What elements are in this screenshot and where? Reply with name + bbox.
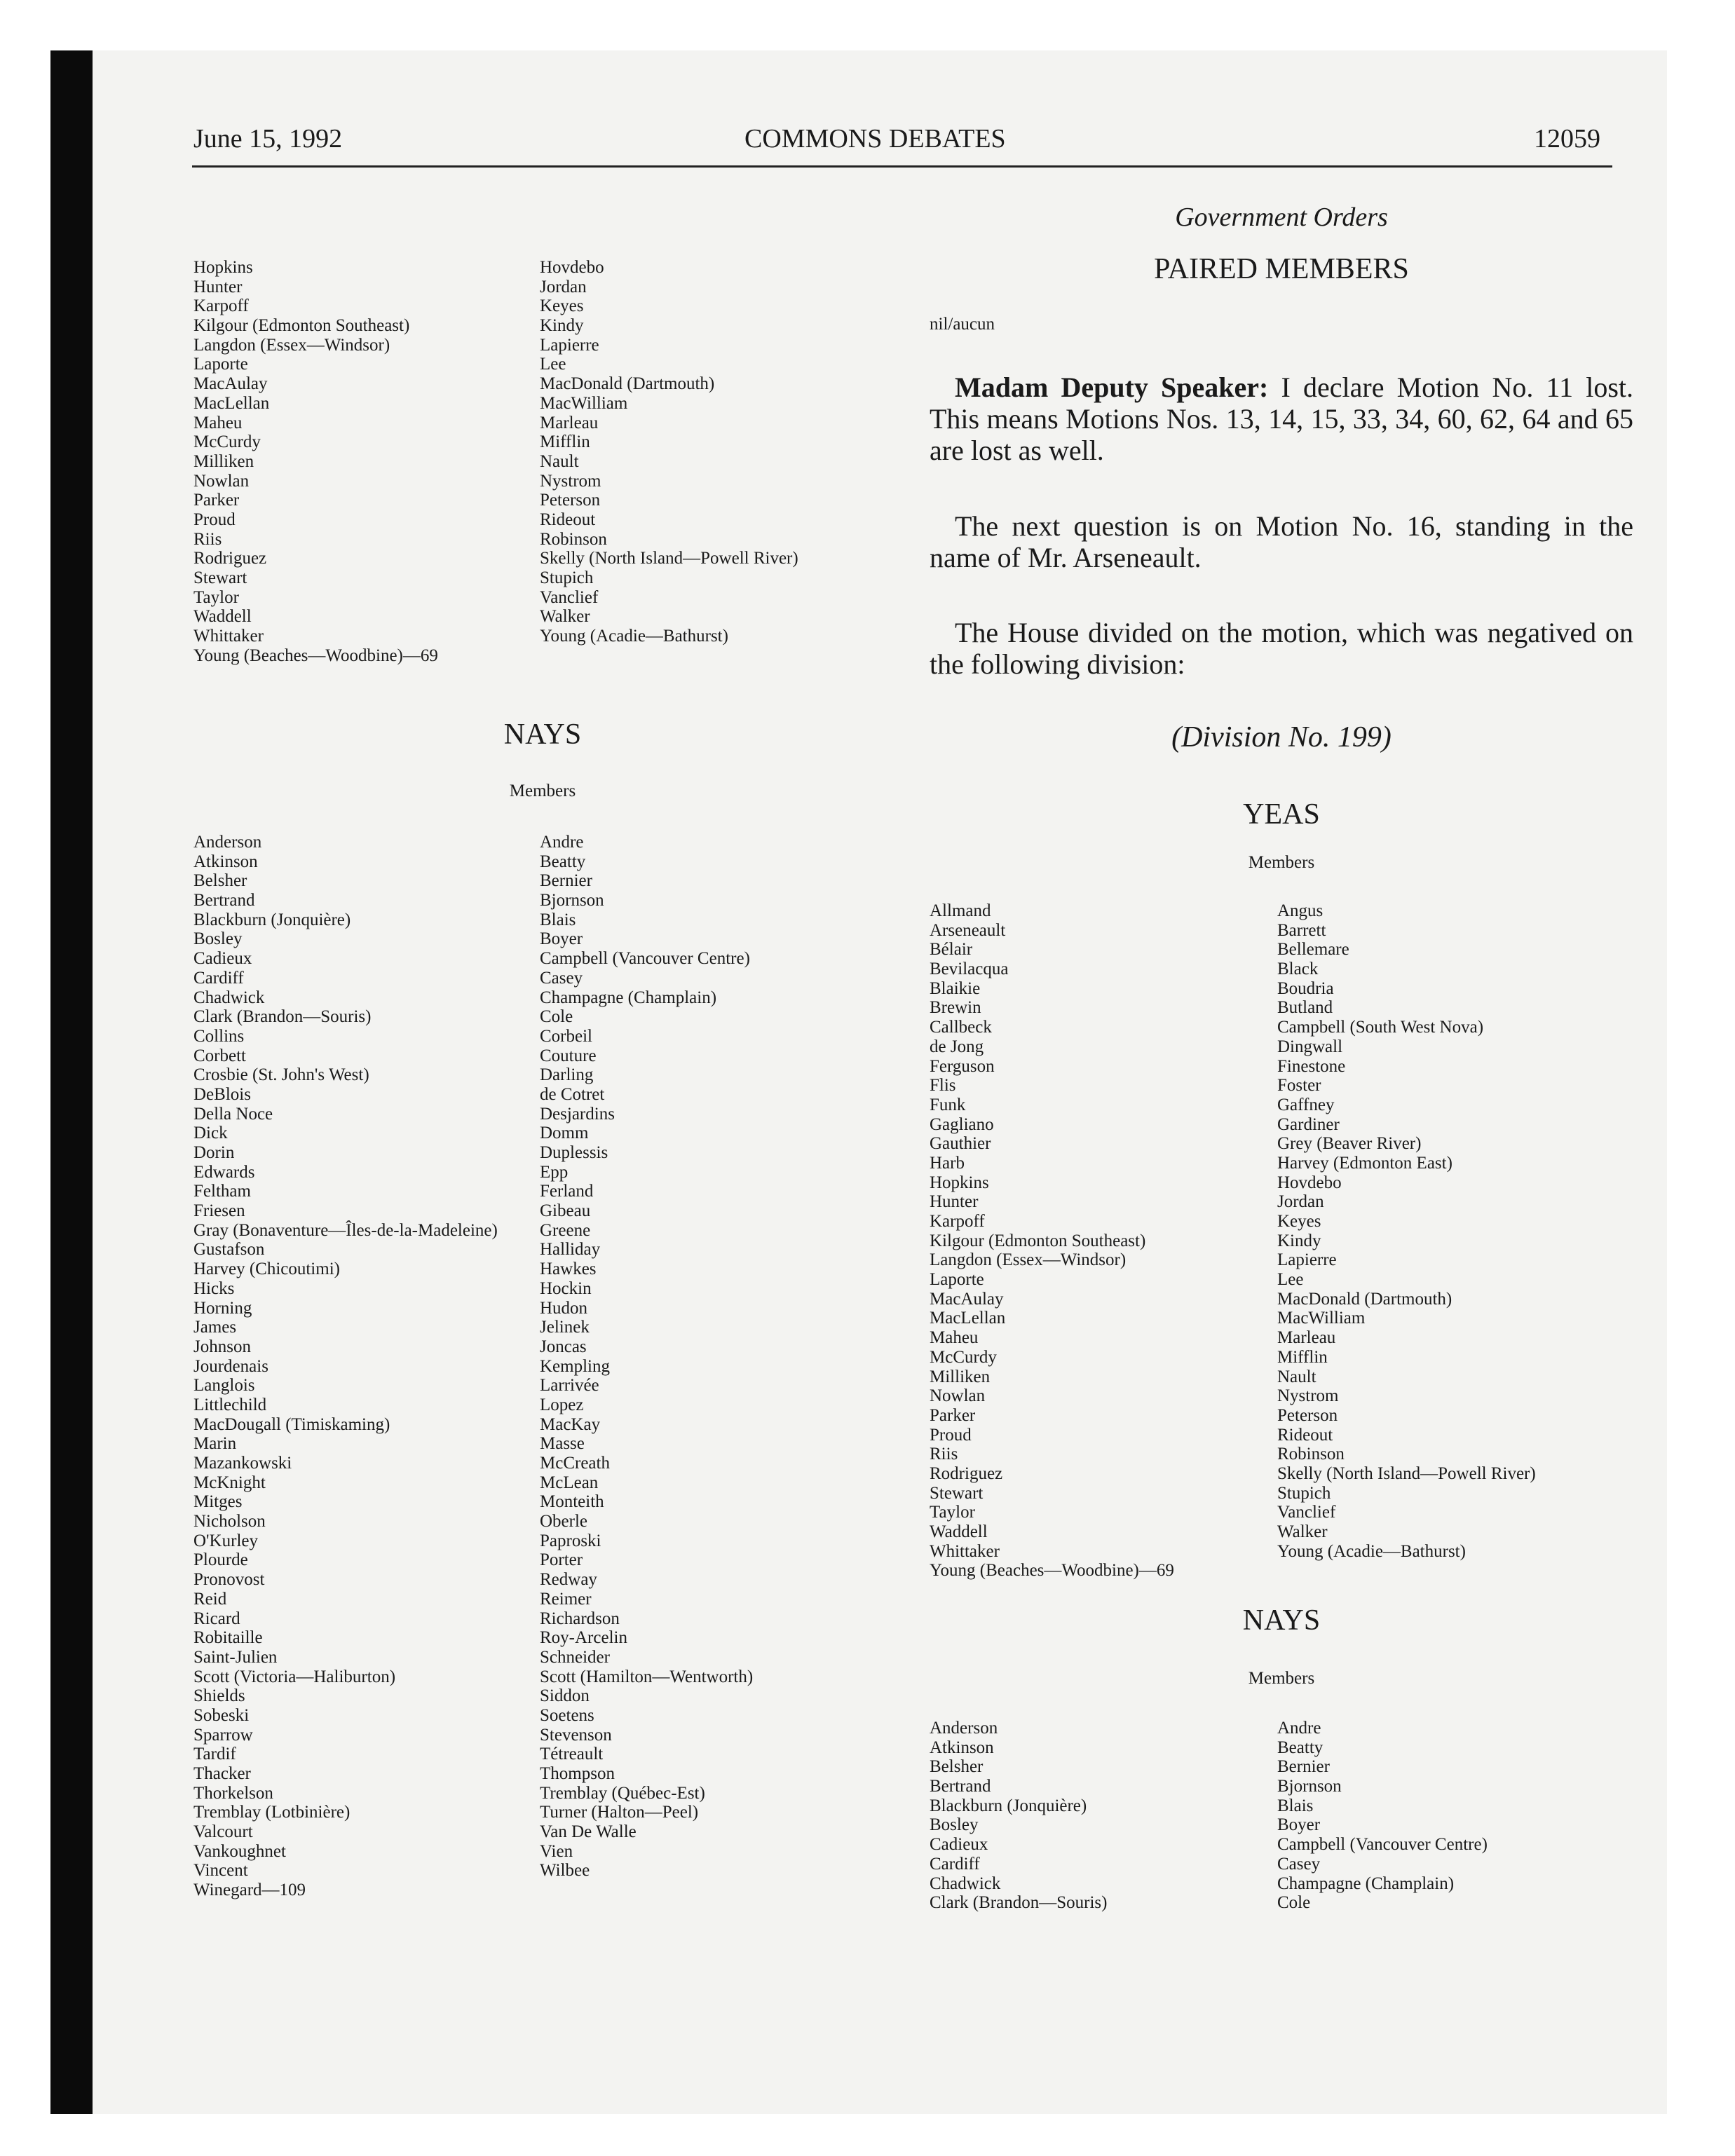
member-name: Whittaker <box>930 1541 1000 1561</box>
right-yeas-col2 <box>1277 901 1536 1561</box>
member-name: Nowlan <box>930 1386 986 1406</box>
member-name: Ricard <box>193 1609 240 1628</box>
member-name: Callbeck <box>930 1018 992 1037</box>
member-name: Tardif <box>193 1745 236 1764</box>
member-name: Duplessis <box>540 1143 608 1162</box>
member-name: Nault <box>540 451 579 471</box>
member-name: Cadieux <box>193 949 252 969</box>
member-name: Bosley <box>193 929 243 949</box>
member-name: MacAulay <box>930 1289 1004 1309</box>
member-name: Pronovost <box>193 1570 265 1590</box>
right-nays-col2 <box>1277 1719 1488 1913</box>
member-name: Epp <box>540 1162 569 1182</box>
member-name: Stupich <box>540 568 594 587</box>
member-name: Tremblay (Lotbinière) <box>193 1803 351 1822</box>
member-name: Rodriguez <box>930 1464 1003 1483</box>
member-name: Barrett <box>1277 920 1326 940</box>
member-name: Anderson <box>193 833 262 852</box>
member-name: Nowlan <box>193 471 250 491</box>
division-number: (Division No. 199) <box>1171 721 1392 753</box>
member-name: Dingwall <box>1277 1037 1343 1056</box>
member-name: Thompson <box>540 1764 615 1783</box>
member-name: Funk <box>930 1095 966 1114</box>
member-name: Bertrand <box>930 1777 991 1796</box>
member-name: Bélair <box>930 940 973 960</box>
member-name: Vien <box>540 1841 573 1861</box>
member-name: Gardiner <box>1277 1114 1340 1134</box>
member-name: Taylor <box>193 587 239 607</box>
member-name: Young (Acadie—Bathurst) <box>1277 1541 1466 1561</box>
member-name: Feltham <box>193 1182 251 1201</box>
paired-members-value: nil/aucun <box>930 315 995 334</box>
speaker-statement: I declare Motion No. 11 lost. This means Motions Nos. 13, 14, 15, 33, 34, 60, 62, 64 and 65 are lost as well. <box>930 371 1634 466</box>
member-name: Desjardins <box>540 1104 615 1124</box>
member-name: Vanclief <box>540 587 599 607</box>
member-name: Young (Beaches—Woodbine)—69 <box>930 1561 1174 1581</box>
header-page-number: 12059 <box>1534 124 1600 153</box>
member-name: Proud <box>930 1425 972 1445</box>
member-name: MacDougall (Timiskaming) <box>193 1414 390 1434</box>
member-name: Cardiff <box>930 1854 980 1874</box>
member-name: Johnson <box>193 1337 251 1356</box>
member-name: Bernier <box>540 871 592 891</box>
member-name: Soetens <box>540 1705 594 1725</box>
member-name: Bernier <box>1277 1757 1330 1777</box>
member-name: Blais <box>540 910 576 929</box>
member-name: Lapierre <box>1277 1250 1337 1270</box>
left-nays-col2 <box>540 833 753 1881</box>
member-name: Collins <box>193 1026 245 1046</box>
member-name: Mifflin <box>540 432 590 452</box>
member-name: Campbell (Vancouver Centre) <box>540 949 750 969</box>
member-name: Robinson <box>1277 1445 1345 1464</box>
member-name: Cadieux <box>930 1835 988 1855</box>
member-name: Thorkelson <box>193 1783 273 1803</box>
member-name: Foster <box>1277 1076 1321 1096</box>
member-name: Arseneault <box>930 920 1006 940</box>
member-name: Atkinson <box>193 852 258 871</box>
member-name: Friesen <box>193 1201 245 1221</box>
member-name: Lopez <box>540 1395 584 1414</box>
division-paragraph: The House divided on the motion, which was negatived on the following division: <box>930 617 1633 680</box>
member-name: Kindy <box>1277 1231 1321 1250</box>
member-name: Peterson <box>1277 1405 1338 1425</box>
member-name: Robinson <box>540 529 607 549</box>
member-name: Edwards <box>193 1162 255 1182</box>
member-name: Richardson <box>540 1609 620 1628</box>
member-name: Darling <box>540 1065 594 1085</box>
paired-members-title: PAIRED MEMBERS <box>1154 253 1409 285</box>
member-name: Gagliano <box>930 1114 994 1134</box>
member-name: Gray (Bonaventure—Îles-de-la-Madeleine) <box>193 1220 498 1240</box>
member-name: de Cotret <box>540 1084 605 1104</box>
member-name: Clark (Brandon—Souris) <box>930 1893 1108 1913</box>
member-name: Hopkins <box>930 1173 989 1192</box>
member-name: Corbeil <box>540 1026 592 1046</box>
member-name: Stewart <box>193 568 247 587</box>
member-name: Sparrow <box>193 1725 253 1745</box>
member-name: Belsher <box>930 1757 984 1777</box>
member-name: Siddon <box>540 1686 590 1706</box>
member-name: Keyes <box>540 296 584 316</box>
member-name: Young (Acadie—Bathurst) <box>540 627 728 646</box>
member-name: Turner (Halton—Peel) <box>540 1803 699 1822</box>
member-name: Marin <box>193 1434 237 1454</box>
member-name: Tremblay (Québec-Est) <box>540 1783 705 1803</box>
member-name: MacKay <box>540 1414 601 1434</box>
member-name: Lapierre <box>540 335 599 355</box>
member-name: Laporte <box>193 355 248 374</box>
member-name: Blaikie <box>930 978 981 998</box>
member-name: Oberle <box>540 1512 588 1531</box>
member-name: Plourde <box>193 1550 248 1570</box>
member-name: Jourdenais <box>193 1356 268 1376</box>
right-nays-subtitle: Members <box>1248 1669 1315 1688</box>
member-name: Marleau <box>1277 1328 1336 1348</box>
section-heading: Government Orders <box>1175 203 1388 232</box>
member-name: Skelly (North Island—Powell River) <box>540 549 798 568</box>
speaker-paragraph <box>930 371 1633 466</box>
member-name: McCurdy <box>930 1347 997 1367</box>
member-name: Couture <box>540 1046 597 1065</box>
member-name: Reimer <box>540 1589 592 1609</box>
member-name: MacAulay <box>193 374 268 394</box>
member-name: Vanclief <box>1277 1503 1336 1522</box>
member-name: Redway <box>540 1570 597 1590</box>
member-name: Porter <box>540 1550 583 1570</box>
header-title: COMMONS DEBATES <box>744 124 1006 153</box>
member-name: Boudria <box>1277 978 1334 998</box>
member-name: Thacker <box>193 1764 251 1783</box>
member-name: Ferland <box>540 1182 594 1201</box>
member-name: McCurdy <box>193 432 261 452</box>
member-name: Blackburn (Jonquière) <box>930 1796 1087 1815</box>
member-name: Scott (Hamilton—Wentworth) <box>540 1667 754 1686</box>
member-name: Whittaker <box>193 627 264 646</box>
member-name: Beatty <box>540 852 586 871</box>
member-name: Parker <box>193 491 240 510</box>
member-name: Butland <box>1277 998 1333 1018</box>
member-name: Nault <box>1277 1367 1316 1386</box>
member-name: Sobeski <box>193 1705 250 1725</box>
speaker-name: Madam Deputy Speaker: <box>955 371 1269 403</box>
member-name: Valcourt <box>193 1822 253 1842</box>
member-name: Walker <box>1277 1522 1328 1541</box>
member-name: O'Kurley <box>193 1531 258 1550</box>
right-nays-col1 <box>930 1719 1107 1913</box>
member-name: Keyes <box>1277 1212 1321 1231</box>
member-name: Boyer <box>540 929 583 949</box>
right-yeas-subtitle: Members <box>1248 853 1315 872</box>
member-name: Mitges <box>193 1492 243 1512</box>
left-nays-title: NAYS <box>503 718 582 751</box>
member-name: Schneider <box>540 1647 610 1667</box>
member-name: Chadwick <box>930 1874 1001 1893</box>
member-name: Cardiff <box>193 968 244 988</box>
member-name: Domm <box>540 1124 589 1143</box>
member-name: Black <box>1277 960 1319 979</box>
member-name: Della Noce <box>193 1104 273 1124</box>
member-name: Parker <box>930 1405 976 1425</box>
member-name: Harvey (Edmonton East) <box>1277 1153 1452 1173</box>
member-name: Harvey (Chicoutimi) <box>193 1260 340 1279</box>
member-name: Campbell (Vancouver Centre) <box>1277 1835 1488 1855</box>
member-name: Hovdebo <box>1277 1173 1342 1192</box>
member-name: DeBlois <box>193 1084 251 1104</box>
member-name: Hicks <box>193 1278 235 1298</box>
member-name: Waddell <box>193 607 252 627</box>
member-name: Bjornson <box>540 891 604 910</box>
scan-binding-edge <box>50 50 93 2114</box>
member-name: Angus <box>1277 901 1324 920</box>
member-name: Mazankowski <box>193 1454 292 1473</box>
member-name: Lee <box>1277 1270 1304 1290</box>
member-name: MacWilliam <box>540 393 628 413</box>
member-name: Flis <box>930 1076 956 1096</box>
member-name: Milliken <box>930 1367 991 1386</box>
member-name: Halliday <box>540 1240 601 1260</box>
member-name: Skelly (North Island—Powell River) <box>1277 1464 1536 1483</box>
member-name: Gauthier <box>930 1134 991 1154</box>
member-name: Lee <box>540 355 566 374</box>
member-name: Bertrand <box>193 891 255 910</box>
member-name: Waddell <box>930 1522 988 1541</box>
member-name: Jordan <box>540 277 587 296</box>
member-name: Vankoughnet <box>193 1841 286 1861</box>
member-name: Horning <box>193 1298 252 1318</box>
member-name: Cole <box>540 1007 573 1027</box>
member-name: Langdon (Essex—Windsor) <box>193 335 390 355</box>
member-name: Maheu <box>930 1328 979 1348</box>
member-name: Bjornson <box>1277 1777 1342 1796</box>
member-name: Masse <box>540 1434 585 1454</box>
right-yeas-title: YEAS <box>1243 798 1320 831</box>
member-name: Saint-Julien <box>193 1647 278 1667</box>
member-name: Maheu <box>193 413 243 432</box>
member-name: Gibeau <box>540 1201 591 1221</box>
member-name: Proud <box>193 510 236 529</box>
member-name: Jelinek <box>540 1318 590 1337</box>
member-name: MacLellan <box>930 1309 1006 1328</box>
member-name: Harb <box>930 1153 965 1173</box>
member-name: MacDonald (Dartmouth) <box>540 374 715 394</box>
member-name: Monteith <box>540 1492 604 1512</box>
member-name: Hunter <box>930 1192 979 1212</box>
member-name: Stupich <box>1277 1483 1331 1503</box>
member-name: Marleau <box>540 413 599 432</box>
member-name: Casey <box>540 968 583 988</box>
member-name: Champagne (Champlain) <box>1277 1874 1455 1893</box>
member-name: Langlois <box>193 1376 255 1396</box>
member-name: Karpoff <box>930 1212 985 1231</box>
member-name: Hudon <box>540 1298 588 1318</box>
member-name: Tétreault <box>540 1745 604 1764</box>
member-name: Vincent <box>193 1861 248 1881</box>
member-name: Grey (Beaver River) <box>1277 1134 1422 1154</box>
member-name: Gustafson <box>193 1240 265 1260</box>
member-name: Riis <box>193 529 222 549</box>
member-name: Joncas <box>540 1337 587 1356</box>
right-yeas-col1 <box>930 901 1174 1581</box>
member-name: Finestone <box>1277 1056 1346 1076</box>
member-name: James <box>193 1318 237 1337</box>
member-name: Jordan <box>1277 1192 1324 1212</box>
member-name: Ferguson <box>930 1056 995 1076</box>
member-name: Nystrom <box>540 471 601 491</box>
member-name: McCreath <box>540 1454 610 1473</box>
member-name: Karpoff <box>193 296 249 316</box>
member-name: Hawkes <box>540 1260 597 1279</box>
member-name: Reid <box>193 1589 227 1609</box>
member-name: MacLellan <box>193 393 270 413</box>
member-name: Campbell (South West Nova) <box>1277 1018 1484 1037</box>
member-name: de Jong <box>930 1037 984 1056</box>
member-name: Stevenson <box>540 1725 612 1745</box>
member-name: Gaffney <box>1277 1095 1335 1114</box>
left-yeas-col2 <box>540 258 798 646</box>
member-name: Kilgour (Edmonton Southeast) <box>193 316 410 336</box>
member-name: Belsher <box>193 871 247 891</box>
member-name: Kempling <box>540 1356 610 1376</box>
member-name: Young (Beaches—Woodbine)—69 <box>193 646 438 665</box>
member-name: Blais <box>1277 1796 1314 1815</box>
member-name: Mifflin <box>1277 1347 1328 1367</box>
header-rule <box>192 165 1612 168</box>
member-name: Corbett <box>193 1046 246 1065</box>
member-name: Hopkins <box>193 258 253 277</box>
member-name: McKnight <box>193 1473 266 1492</box>
member-name: Champagne (Champlain) <box>540 988 717 1007</box>
member-name: Robitaille <box>193 1628 263 1648</box>
next-question-paragraph: The next question is on Motion No. 16, standing in the name of Mr. Arseneault. <box>930 510 1633 573</box>
member-name: Chadwick <box>193 988 265 1007</box>
member-name: Andre <box>540 833 584 852</box>
member-name: MacWilliam <box>1277 1309 1366 1328</box>
member-name: Peterson <box>540 491 601 510</box>
member-name: Hunter <box>193 277 243 296</box>
member-name: Greene <box>540 1220 591 1240</box>
right-nays-title: NAYS <box>1242 1604 1321 1637</box>
header-date: June 15, 1992 <box>193 124 343 153</box>
member-name: Beatty <box>1277 1738 1324 1757</box>
member-name: Rodriguez <box>193 549 267 568</box>
member-name: Cole <box>1277 1893 1311 1913</box>
member-name: Laporte <box>930 1270 984 1290</box>
member-name: Boyer <box>1277 1815 1321 1835</box>
member-name: Hockin <box>540 1278 592 1298</box>
member-name: Casey <box>1277 1854 1321 1874</box>
member-name: Blackburn (Jonquière) <box>193 910 351 929</box>
member-name: Rideout <box>1277 1425 1333 1445</box>
member-name: Littlechild <box>193 1395 267 1414</box>
member-name: Stewart <box>930 1483 984 1503</box>
member-name: Van De Walle <box>540 1822 637 1842</box>
member-name: Scott (Victoria—Haliburton) <box>193 1667 396 1686</box>
member-name: Larrivée <box>540 1376 599 1396</box>
member-name: Taylor <box>930 1503 975 1522</box>
member-name: Langdon (Essex—Windsor) <box>930 1250 1127 1270</box>
member-name: Kilgour (Edmonton Southeast) <box>930 1231 1146 1250</box>
member-name: Nicholson <box>193 1512 266 1531</box>
member-name: Crosbie (St. John's West) <box>193 1065 369 1085</box>
member-name: Andre <box>1277 1719 1321 1738</box>
member-name: MacDonald (Dartmouth) <box>1277 1289 1452 1309</box>
member-name: Dorin <box>193 1143 235 1162</box>
member-name: Anderson <box>930 1719 998 1738</box>
member-name: Dick <box>193 1124 228 1143</box>
left-nays-col1 <box>193 833 498 1900</box>
member-name: Walker <box>540 607 590 627</box>
member-name: Rideout <box>540 510 596 529</box>
member-name: Atkinson <box>930 1738 994 1757</box>
member-name: Milliken <box>193 451 254 471</box>
member-name: Hovdebo <box>540 258 604 277</box>
member-name: Kindy <box>540 316 584 336</box>
member-name: McLean <box>540 1473 599 1492</box>
member-name: Riis <box>930 1445 958 1464</box>
member-name: Allmand <box>930 901 991 920</box>
member-name: Shields <box>193 1686 245 1706</box>
member-name: Nystrom <box>1277 1386 1339 1406</box>
member-name: Clark (Brandon—Souris) <box>193 1007 372 1027</box>
member-name: Bellemare <box>1277 940 1349 960</box>
member-name: Wilbee <box>540 1861 590 1881</box>
left-nays-subtitle: Members <box>509 782 576 800</box>
left-yeas-col1 <box>193 258 438 665</box>
member-name: Brewin <box>930 998 981 1018</box>
member-name: Paproski <box>540 1531 601 1550</box>
member-name: Roy-Arcelin <box>540 1628 627 1648</box>
member-name: Bevilacqua <box>930 960 1009 979</box>
member-name: Winegard—109 <box>193 1881 306 1900</box>
member-name: Bosley <box>930 1815 979 1835</box>
